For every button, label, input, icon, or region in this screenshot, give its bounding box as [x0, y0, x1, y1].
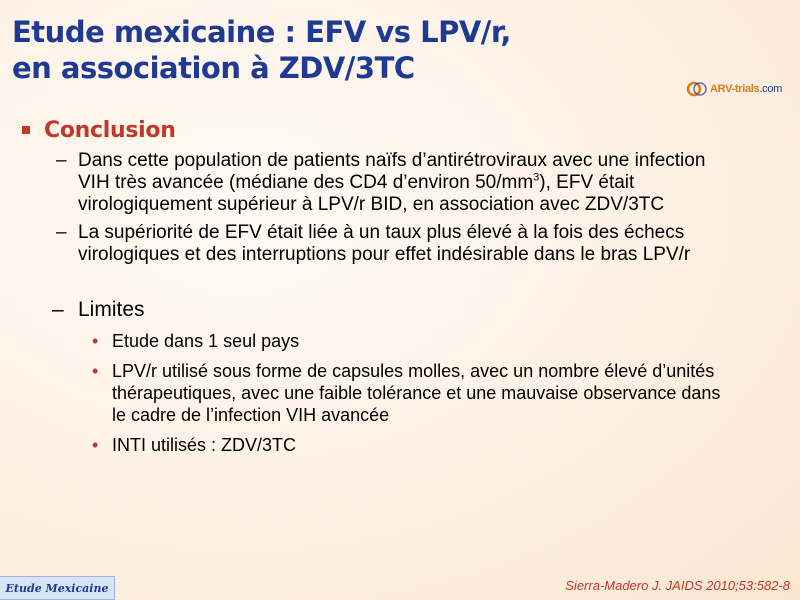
limites-item-text: Etude dans 1 seul pays [112, 331, 300, 351]
conclusion-item [22, 150, 728, 216]
limites-heading [22, 298, 782, 322]
study-tag: Etude Mexicaine [0, 576, 115, 600]
logo-domain: .com [759, 83, 783, 95]
citation-reference: Sierra-Madero J. JAIDS 2010;53:582-8 [565, 578, 790, 593]
limites-item [22, 434, 732, 456]
limites-item [22, 330, 732, 352]
slide-content [22, 118, 782, 456]
logo-brand: ARV-trials [710, 83, 760, 95]
dash-bullet-icon: – [56, 222, 67, 243]
superscript: 3 [533, 171, 540, 184]
dash-bullet-icon: – [56, 150, 67, 171]
logo-swirl-icon [686, 79, 708, 99]
conclusion-item-text-b: ), EFV était virologiquement supérieur à LPV/r BID, en association avec ZDV/3TC [78, 172, 665, 215]
limites-item-text: LPV/r utilisé sous forme de capsules molles, avec un nombre élevé d’unités thérapeutiques, avec une faible tolérance et une mauvaise observance dans le cadre de l’infection VIH avancée [112, 361, 721, 425]
limites-heading-text: Limites [78, 298, 145, 321]
conclusion-heading [22, 118, 782, 144]
conclusion-item-text-a: Dans cette population de patients naïfs d’antirétroviraux avec une infection VIH très avancée (médiane des CD4 d’environ 50/mm [78, 150, 706, 193]
slide-title-line1: Etude mexicaine : EFV vs LPV/r, [12, 15, 511, 49]
conclusion-heading-text: Conclusion [44, 118, 176, 143]
arv-trials-logo [686, 76, 796, 102]
dot-bullet-icon: • [92, 361, 99, 381]
conclusion-item [22, 222, 728, 266]
logo-text [710, 83, 782, 95]
dash-bullet-icon: – [52, 298, 64, 321]
conclusion-item-text: La supériorité de EFV était liée à un taux plus élevé à la fois des échecs virologiques et des interruptions pour effet indésirable dans le bras LPV/r [78, 222, 691, 265]
limites-item-text: INTI utilisés : ZDV/3TC [112, 435, 297, 455]
slide-title-line2: en association à ZDV/3TC [12, 51, 415, 85]
dot-bullet-icon: • [92, 435, 99, 455]
limites-item [22, 360, 732, 426]
dot-bullet-icon: • [92, 331, 99, 351]
square-bullet-icon [22, 126, 30, 134]
slide-title [12, 14, 572, 86]
